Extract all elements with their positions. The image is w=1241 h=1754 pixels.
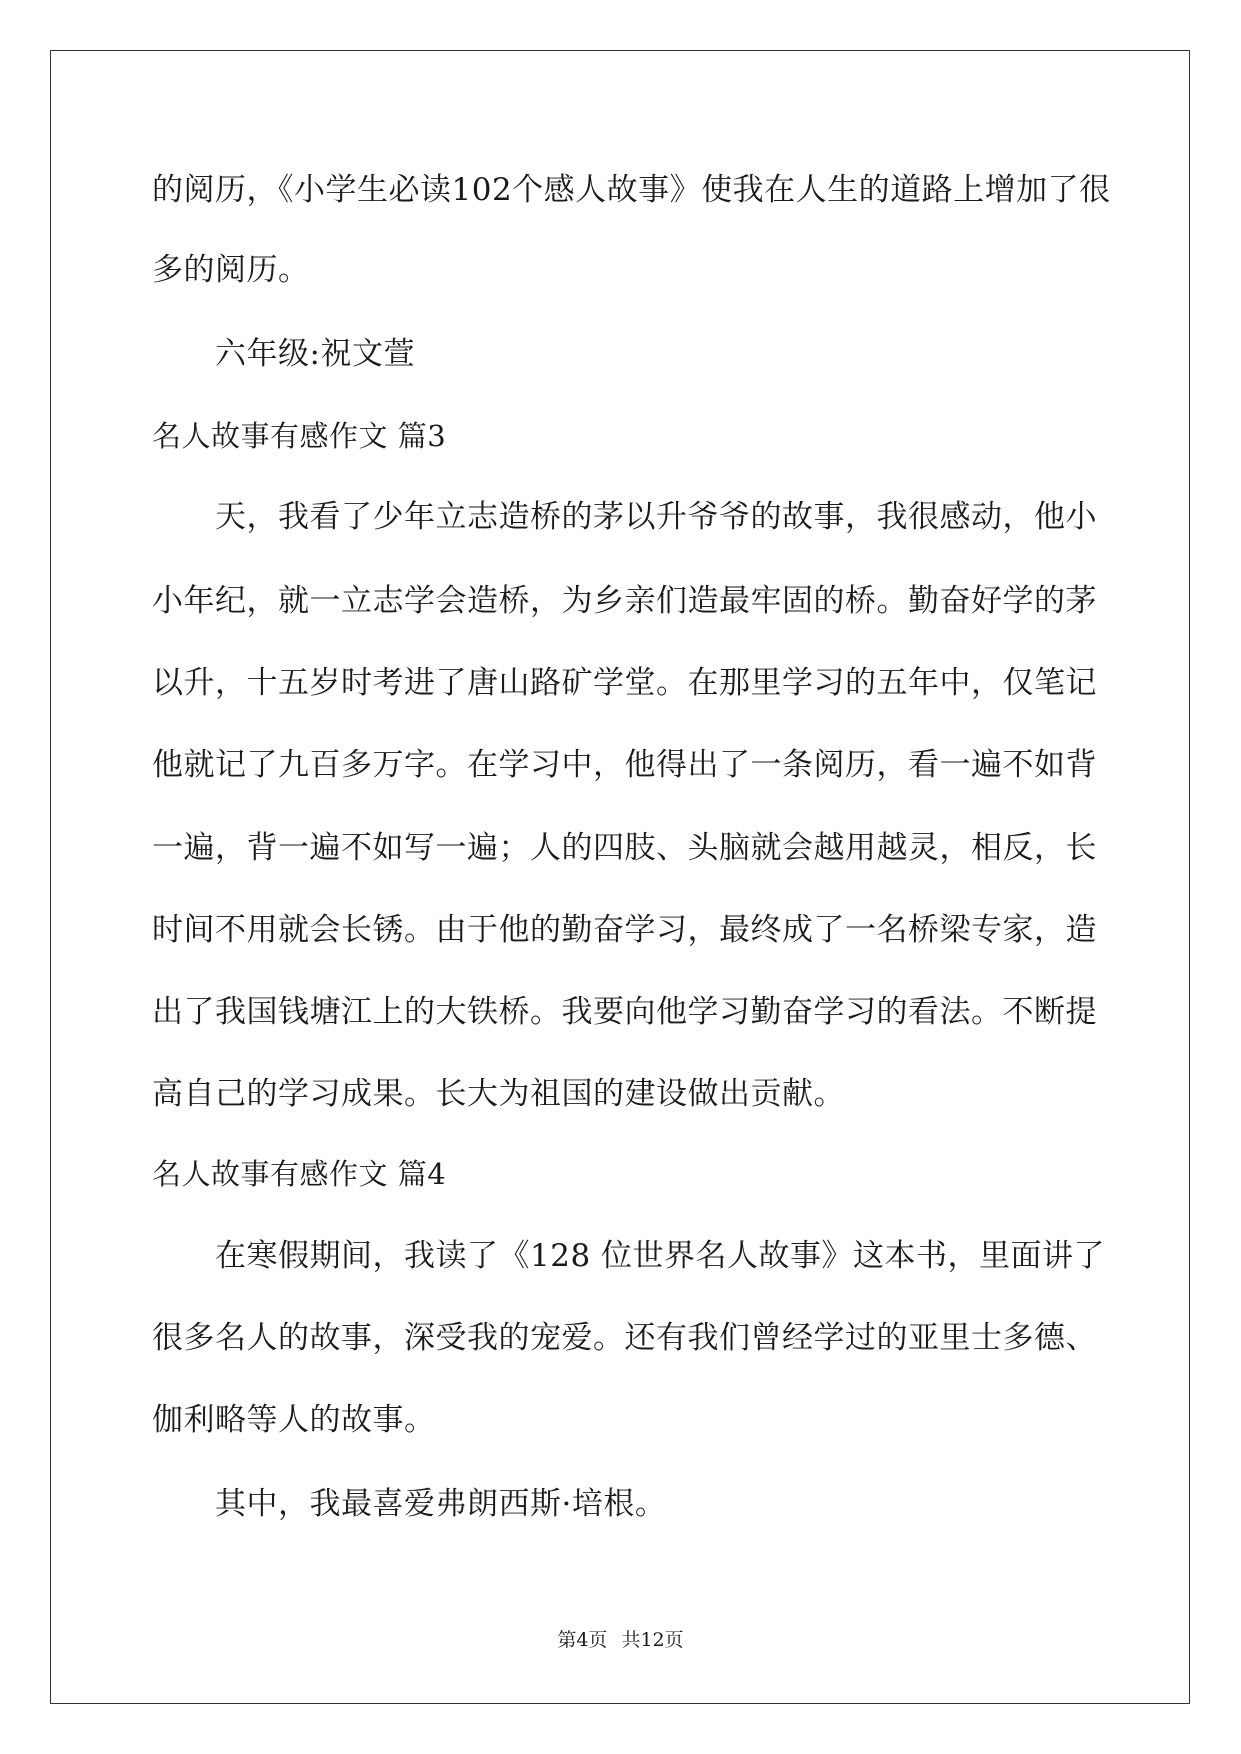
- paragraph-line: 时间不用就会长锈。由于他的勤奋学习，最终成了一名桥梁专家，造: [152, 912, 1097, 948]
- paragraph-line: 伽利略等人的故事。: [152, 1402, 436, 1438]
- paragraph-line: 的阅历，《小学生必读102个感人故事》使我在人生的道路上增加了很: [152, 172, 1111, 208]
- paragraph-line: 一遍，背一遍不如写一遍；人的四肢、头脑就会越用越灵，相反，长: [152, 830, 1097, 866]
- section-heading: 名人故事有感作文 篇4: [152, 1157, 447, 1191]
- paragraph-line: 以升，十五岁时考进了唐山路矿学堂。在那里学习的五年中，仅笔记: [152, 665, 1097, 701]
- paragraph-line: 天，我看了少年立志造桥的茅以升爷爷的故事，我很感动，他小: [215, 499, 1097, 535]
- paragraph-line: 高自己的学习成果。长大为祖国的建设做出贡献。: [152, 1076, 845, 1112]
- section-heading: 名人故事有感作文 篇3: [152, 419, 447, 453]
- page-border: [50, 50, 1190, 1704]
- paragraph-line: 出了我国钱塘江上的大铁桥。我要向他学习勤奋学习的看法。不断提: [152, 994, 1097, 1030]
- paragraph-line: 在寒假期间，我读了《128 位世界名人故事》这本书，里面讲了: [215, 1238, 1106, 1274]
- paragraph-line: 很多名人的故事，深受我的宠爱。还有我们曾经学过的亚里士多德、: [152, 1320, 1097, 1356]
- paragraph-line: 小年纪，就一立志学会造桥，为乡亲们造最牢固的桥。勤奋好学的茅: [152, 583, 1097, 619]
- page-footer: [0, 1628, 1241, 1652]
- author-line: 六年级:祝文萱: [215, 336, 415, 372]
- page-number: 第4页: [557, 1629, 608, 1651]
- paragraph-line: 他就记了九百多万字。在学习中，他得出了一条阅历，看一遍不如背: [152, 747, 1097, 783]
- page-total: 共12页: [621, 1629, 684, 1651]
- paragraph-line: 其中，我最喜爱弗朗西斯·培根。: [215, 1486, 667, 1522]
- paragraph-line: 多的阅历。: [152, 252, 310, 288]
